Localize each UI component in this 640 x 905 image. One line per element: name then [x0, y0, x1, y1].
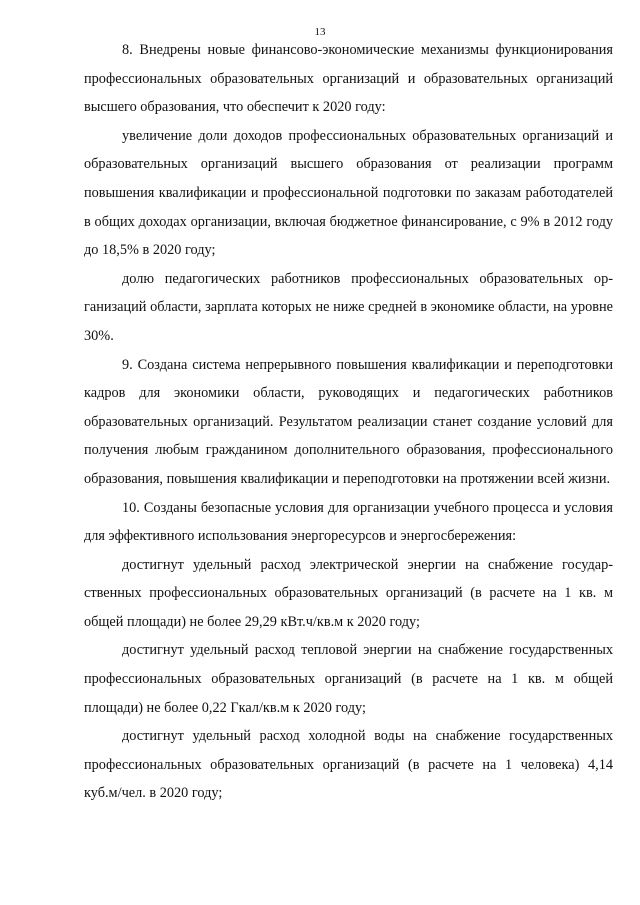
- paragraph-item-10: 10. Созданы безопасные условия для организации учебного процесса и условия для эффективного использования энергоресурсов и энергосбережения:: [84, 499, 613, 545]
- paragraph-teacher-share: долю педагогических работников профессиональных образовательных организаций области, зарплата которых не ниже средней в экономике области, на уровне 30%.: [84, 270, 613, 344]
- paragraph-electricity: достигнут удельный расход электрической энергии на снабжение государственных профессиональных образовательных организаций (в расчете на 1 кв. м общей площади) не более 29,29 кВт.ч/кв.м к 2020 году;: [84, 556, 613, 630]
- page-number: 13: [314, 26, 326, 38]
- body-text: [84, 36, 613, 808]
- paragraph-cold-water: достигнут удельный расход холодной воды на снабжение государственных профессиональных образовательных организаций (в расчете на 1 человека) 4,14 куб.м/чел. в 2020 году;: [84, 728, 613, 802]
- paragraph-income-share: увеличение доли доходов профессиональных образовательных организаций и образовательных организаций высшего образования от реализации программ повышения квалификации и профессиональной подготовки по заказам работодателей в общих доходах организации, включая бюджетное финансирование, с 9% в 2012 году до 18,5% в 2020 году;: [84, 127, 613, 259]
- paragraph-heat: достигнут удельный расход тепловой энергии на снабжение государственных профессиональных образовательных организаций (в расчете на 1 кв. м общей площади) не более 0,22 Гкал/кв.м к 2020 году;: [84, 642, 613, 716]
- paragraph-item-9: 9. Создана система непрерывного повышения квалификации и переподготовки кадров для экономики области, руководящих и педагогических работников образовательных организаций. Результатом реализации станет создание условий для получения любым гражданином дополнительного образования, профессионального образования, повышения квалификации и переподготовки на протяжении всей жизни.: [84, 356, 613, 487]
- paragraph-item-8: 8. Внедрены новые финансово-экономические механизмы функционирования профессиональных образовательных организаций и образовательных организаций высшего образования, что обеспечит к 2020 году:: [84, 42, 613, 116]
